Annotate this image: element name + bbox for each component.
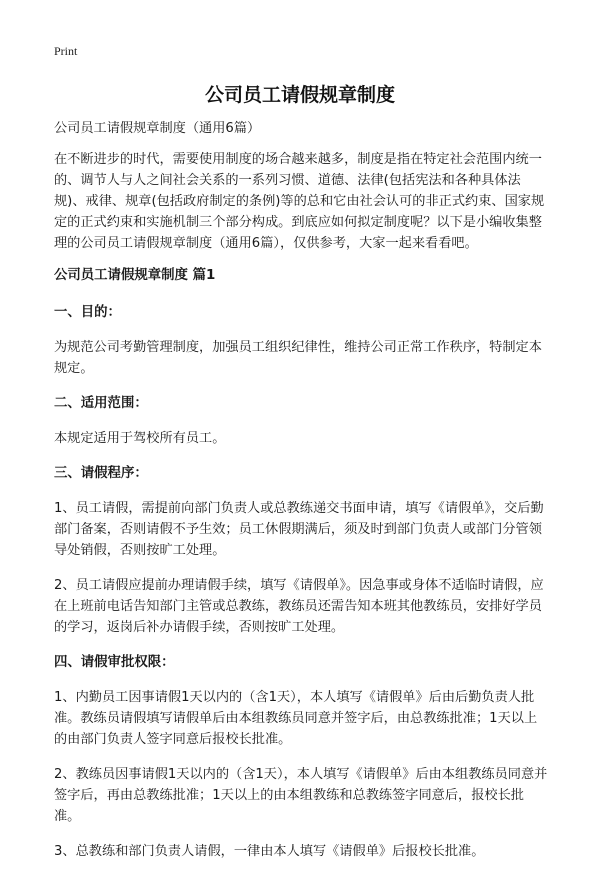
section-paragraph: 2、员工请假应提前办理请假手续，填写《请假单》。因急事或身体不适临时请假，应在上班前电话告知部门主管或总教练，教练员还需告知本班其他教练员，安排好学员的学习，返岗后补办请假手续，否则按旷工处理。 [54,578,544,635]
page-title: 公司员工请假规章制度 [204,84,395,106]
section-heading: 四、请假审批权限： [54,655,175,670]
section-paragraph: 为规范公司考勤管理制度，加强员工组织纪律性，维持公司正常工作秩序，特制定本规定。 [54,340,542,376]
section-paragraph: 本规定适用于驾校所有员工。 [54,431,226,446]
article-heading: 公司员工请假规章制度 篇1 [54,268,216,283]
section-paragraph: 2、教练员因事请假1天以内的（含1天），本人填写《请假单》后由本组教练员同意并签字后，再由总教练批准；1天以上的由本组教练和总教练签字同意后，报校长批准。 [54,767,548,824]
document-body [54,118,548,876]
section-heading: 二、适用范围： [54,396,148,411]
section-paragraph: 1、员工请假，需提前向部门负责人或总教练递交书面申请，填写《请假单》，交后勤部门备案，否则请假不予生效；员工休假期满后，须及时到部门负责人或部门分管领导处销假，否则按旷工处理。 [54,501,544,558]
section-paragraph: 1、内勤员工因事请假1天以内的（含1天），本人填写《请假单》后由后勤负责人批准。教练员请假填写请假单后由本组教练员同意并签字后，由总教练批准；1天以上的由部门负责人签字同意后报校长批准。 [54,690,538,747]
section-paragraph: 3、总教练和部门负责人请假，一律由本人填写《请假单》后报校长批准。 [54,844,485,859]
intro-paragraph: 在不断进步的时代，需要使用制度的场合越来越多，制度是指在特定社会范围内统一的、调节人与人之间社会关系的一系列习惯、道德、法律(包括宪法和各种具体法规)、戒律、规章(包括政府制定的条例)等的总和它由社会认可的非正式约束、国家规定的正式约束和实施机制三个部分构成。到底应如何拟定制度呢？以下是小编收集整理的公司员工请假规章制度（通用6篇），仅供参考，大家一起来看看吧。 [54,152,545,251]
section-heading: 三、请假程序： [54,466,148,481]
print-label: Print [54,44,78,58]
section-heading: 一、目的： [54,305,121,320]
document-subtitle: 公司员工请假规章制度（通用6篇） [54,121,261,136]
